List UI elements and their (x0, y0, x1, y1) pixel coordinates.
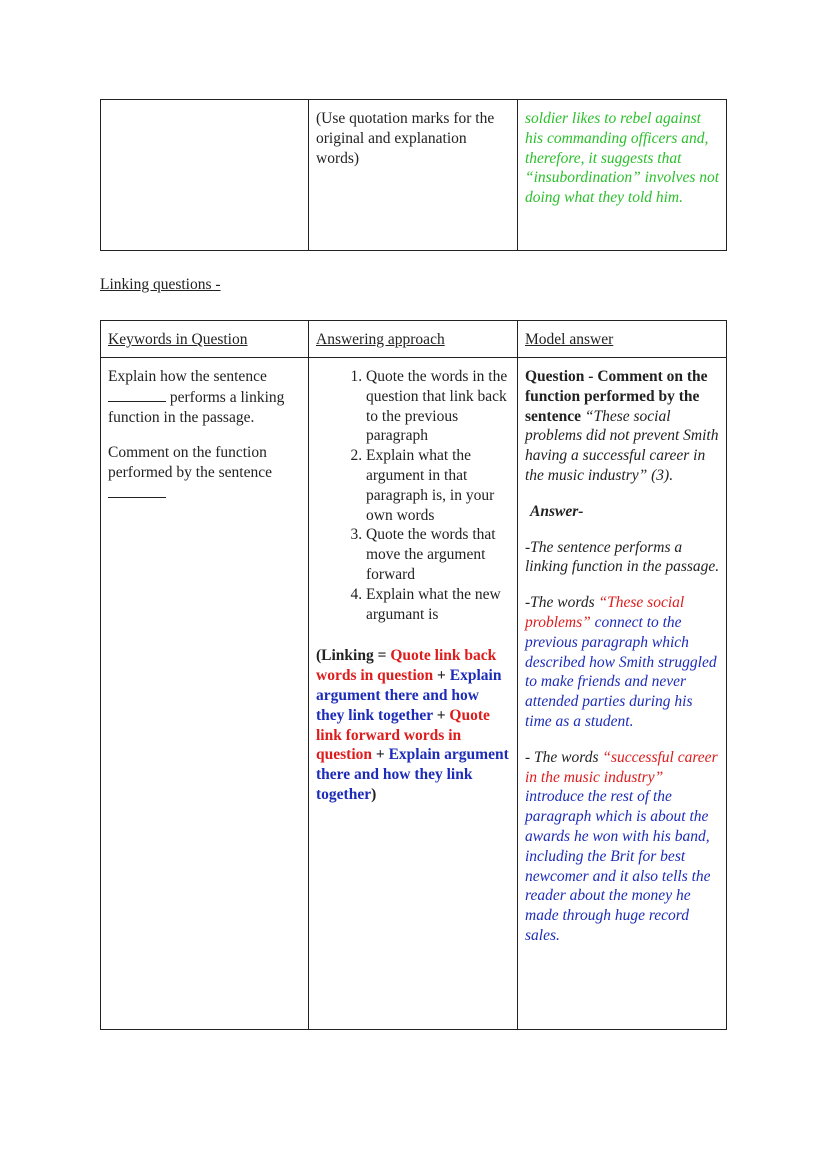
column-header-keywords: Keywords in Question (101, 321, 309, 358)
answer-para-1: -The sentence performs a linking function in the passage. (525, 538, 720, 576)
answer-para-2: -The words “These social problems” connect to the previous paragraph which described how Smith struggled to make friends and never attended parties during his time as a student. (525, 594, 717, 730)
model-question: Question - Comment on the function performed by the sentence “These social problems did not prevent Smith having a successful career in the music industry” (3). (525, 368, 719, 484)
list-item: 2. Explain what the argument in that paragraph is, in your own words (366, 446, 511, 525)
linking-questions-table (100, 320, 727, 1030)
column-header-approach: Answering approach (309, 321, 518, 358)
approach-cell (309, 358, 518, 1030)
keywords-para-2: Comment on the function performed by the sentence (108, 443, 302, 503)
answer-para-3: - The words “successful career in the music industry” introduce the rest of the paragraph which is about the awards he won with his band, including the Brit for best newcomer and it also tells the reader about the money he made through huge record sales. (525, 748, 718, 944)
blank-line (108, 483, 166, 498)
approach-steps-list (316, 367, 511, 624)
section-heading: Linking questions - (100, 276, 221, 293)
linking-formula: (Linking = Quote link back words in question + Explain argument there and how they link together + Quote link forward words in question + Explain argument there and how they link together) (316, 647, 509, 803)
keywords-cell (101, 358, 309, 1030)
list-item: 4. Explain what the new argumant is (366, 585, 511, 625)
model-answer-cell (518, 358, 727, 1030)
table-row (101, 358, 727, 1030)
table-cell-approach: (Use quotation marks for the original and explanation words) (309, 100, 518, 251)
column-header-model-answer: Model answer (518, 321, 727, 358)
list-item: 1. Quote the words in the question that link back to the previous paragraph (366, 367, 511, 446)
table-cell-model-answer: soldier likes to rebel against his commanding officers and, therefore, it suggests that “insubordination” involves not doing what they told him. (518, 100, 727, 251)
answer-label: Answer- (530, 502, 584, 520)
table-row (101, 100, 727, 251)
keywords-para-1: Explain how the sentence performs a linking function in the passage. (108, 368, 285, 426)
list-item: 3. Quote the words that move the argument forward (366, 525, 511, 584)
table-cell-empty (101, 100, 309, 251)
table-header-row (101, 321, 727, 358)
approach-table-continued (100, 99, 727, 251)
blank-line (108, 387, 166, 402)
